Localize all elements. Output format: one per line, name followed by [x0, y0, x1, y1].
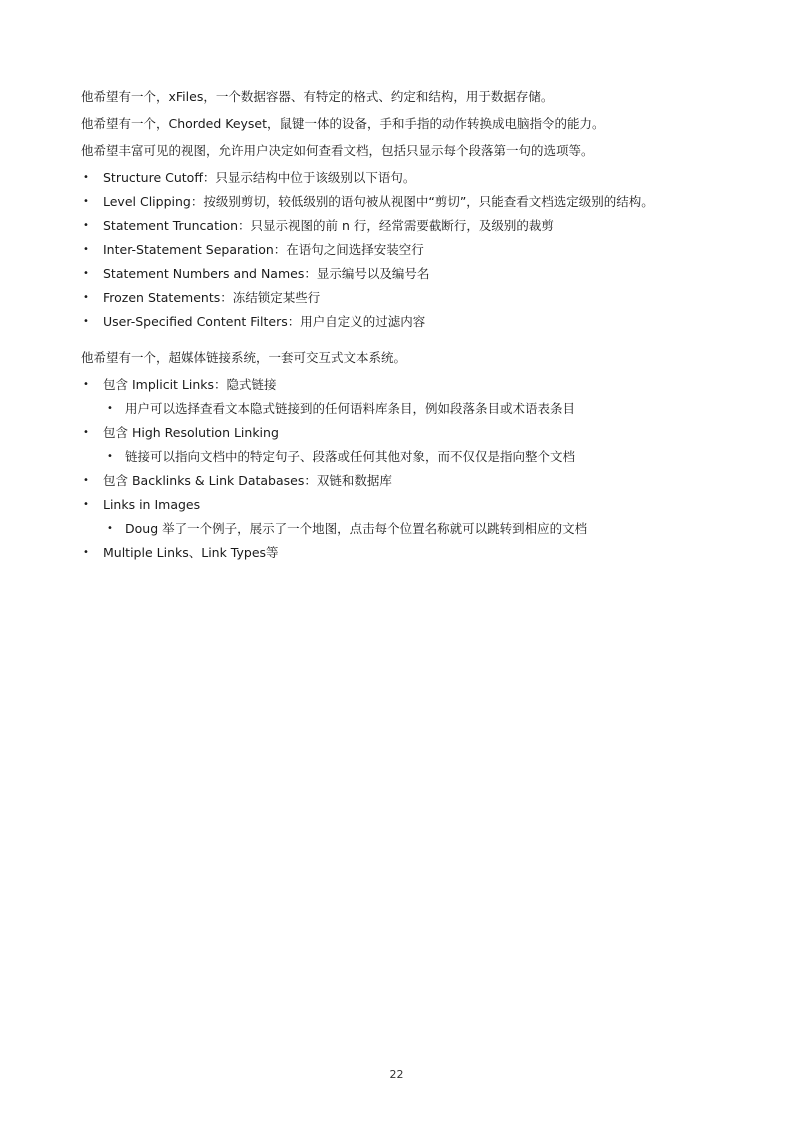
sub-list-item: • Doug 举了一个例子，展示了一个地图，点击每个位置名称就可以跳转到相应的文档 — [103, 520, 721, 538]
list-item-text: 包含 High Resolution Linking — [103, 425, 279, 440]
sub-list-item: • 用户可以选择查看文本隐式链接到的任何语料库条目，例如段落条目或术语表条目 — [103, 400, 721, 418]
list-item: • Statement Truncation：只显示视图的前 n 行，经常需要截断行，及级别的裁剪 — [81, 217, 721, 235]
page-number: 22 — [389, 1068, 404, 1081]
list-item: • Frozen Statements：冻结锁定某些行 — [81, 289, 721, 307]
list-item: • User-Specified Content Filters：用户自定义的过滤内容 — [81, 313, 721, 331]
list-item: • Level Clipping：按级别剪切，较低级别的语句被从视图中“剪切”，只能查看文档选定级别的结构。 — [81, 193, 721, 211]
sub-list — [103, 448, 721, 466]
list-item: • Statement Numbers and Names：显示编号以及编号名 — [81, 265, 721, 283]
sub-list — [103, 520, 721, 538]
page-content — [81, 88, 721, 568]
paragraph-chorded-keyset: 他希望有一个，Chorded Keyset，鼠键一体的设备，手和手指的动作转换成电脑指令的能力。 — [81, 116, 605, 131]
list-item — [81, 544, 721, 562]
paragraph-xfiles: 他希望有一个，xFiles，一个数据容器、有特定的格式、约定和结构，用于数据存储。 — [81, 89, 554, 104]
sub-list-item: • 链接可以指向文档中的特定句子、段落或任何其他对象，而不仅仅是指向整个文档 — [103, 448, 721, 466]
paragraph-hypermedia: 他希望有一个，超媒体链接系统，一套可交互式文本系统。 — [81, 350, 407, 365]
list-item-text: Links in Images — [103, 497, 201, 512]
list-item — [81, 424, 721, 466]
list-item — [81, 376, 721, 418]
list-item — [81, 472, 721, 490]
list-item-text: 包含 Implicit Links：隐式链接 — [103, 377, 277, 392]
list-item — [81, 496, 721, 538]
sub-list — [103, 400, 721, 418]
list-item-text: Multiple Links、Link Types等 — [103, 545, 279, 560]
hypermedia-features-list — [81, 376, 721, 562]
paragraph-views: 他希望丰富可见的视图，允许用户决定如何查看文档，包括只显示每个段落第一句的选项等。 — [81, 143, 594, 158]
list-item: • Structure Cutoff：只显示结构中位于该级别以下语句。 — [81, 169, 721, 187]
list-item: • Inter-Statement Separation：在语句之间选择安装空行 — [81, 241, 721, 259]
view-features-list — [81, 169, 721, 331]
list-item-text: 包含 Backlinks & Link Databases：双链和数据库 — [103, 473, 392, 488]
